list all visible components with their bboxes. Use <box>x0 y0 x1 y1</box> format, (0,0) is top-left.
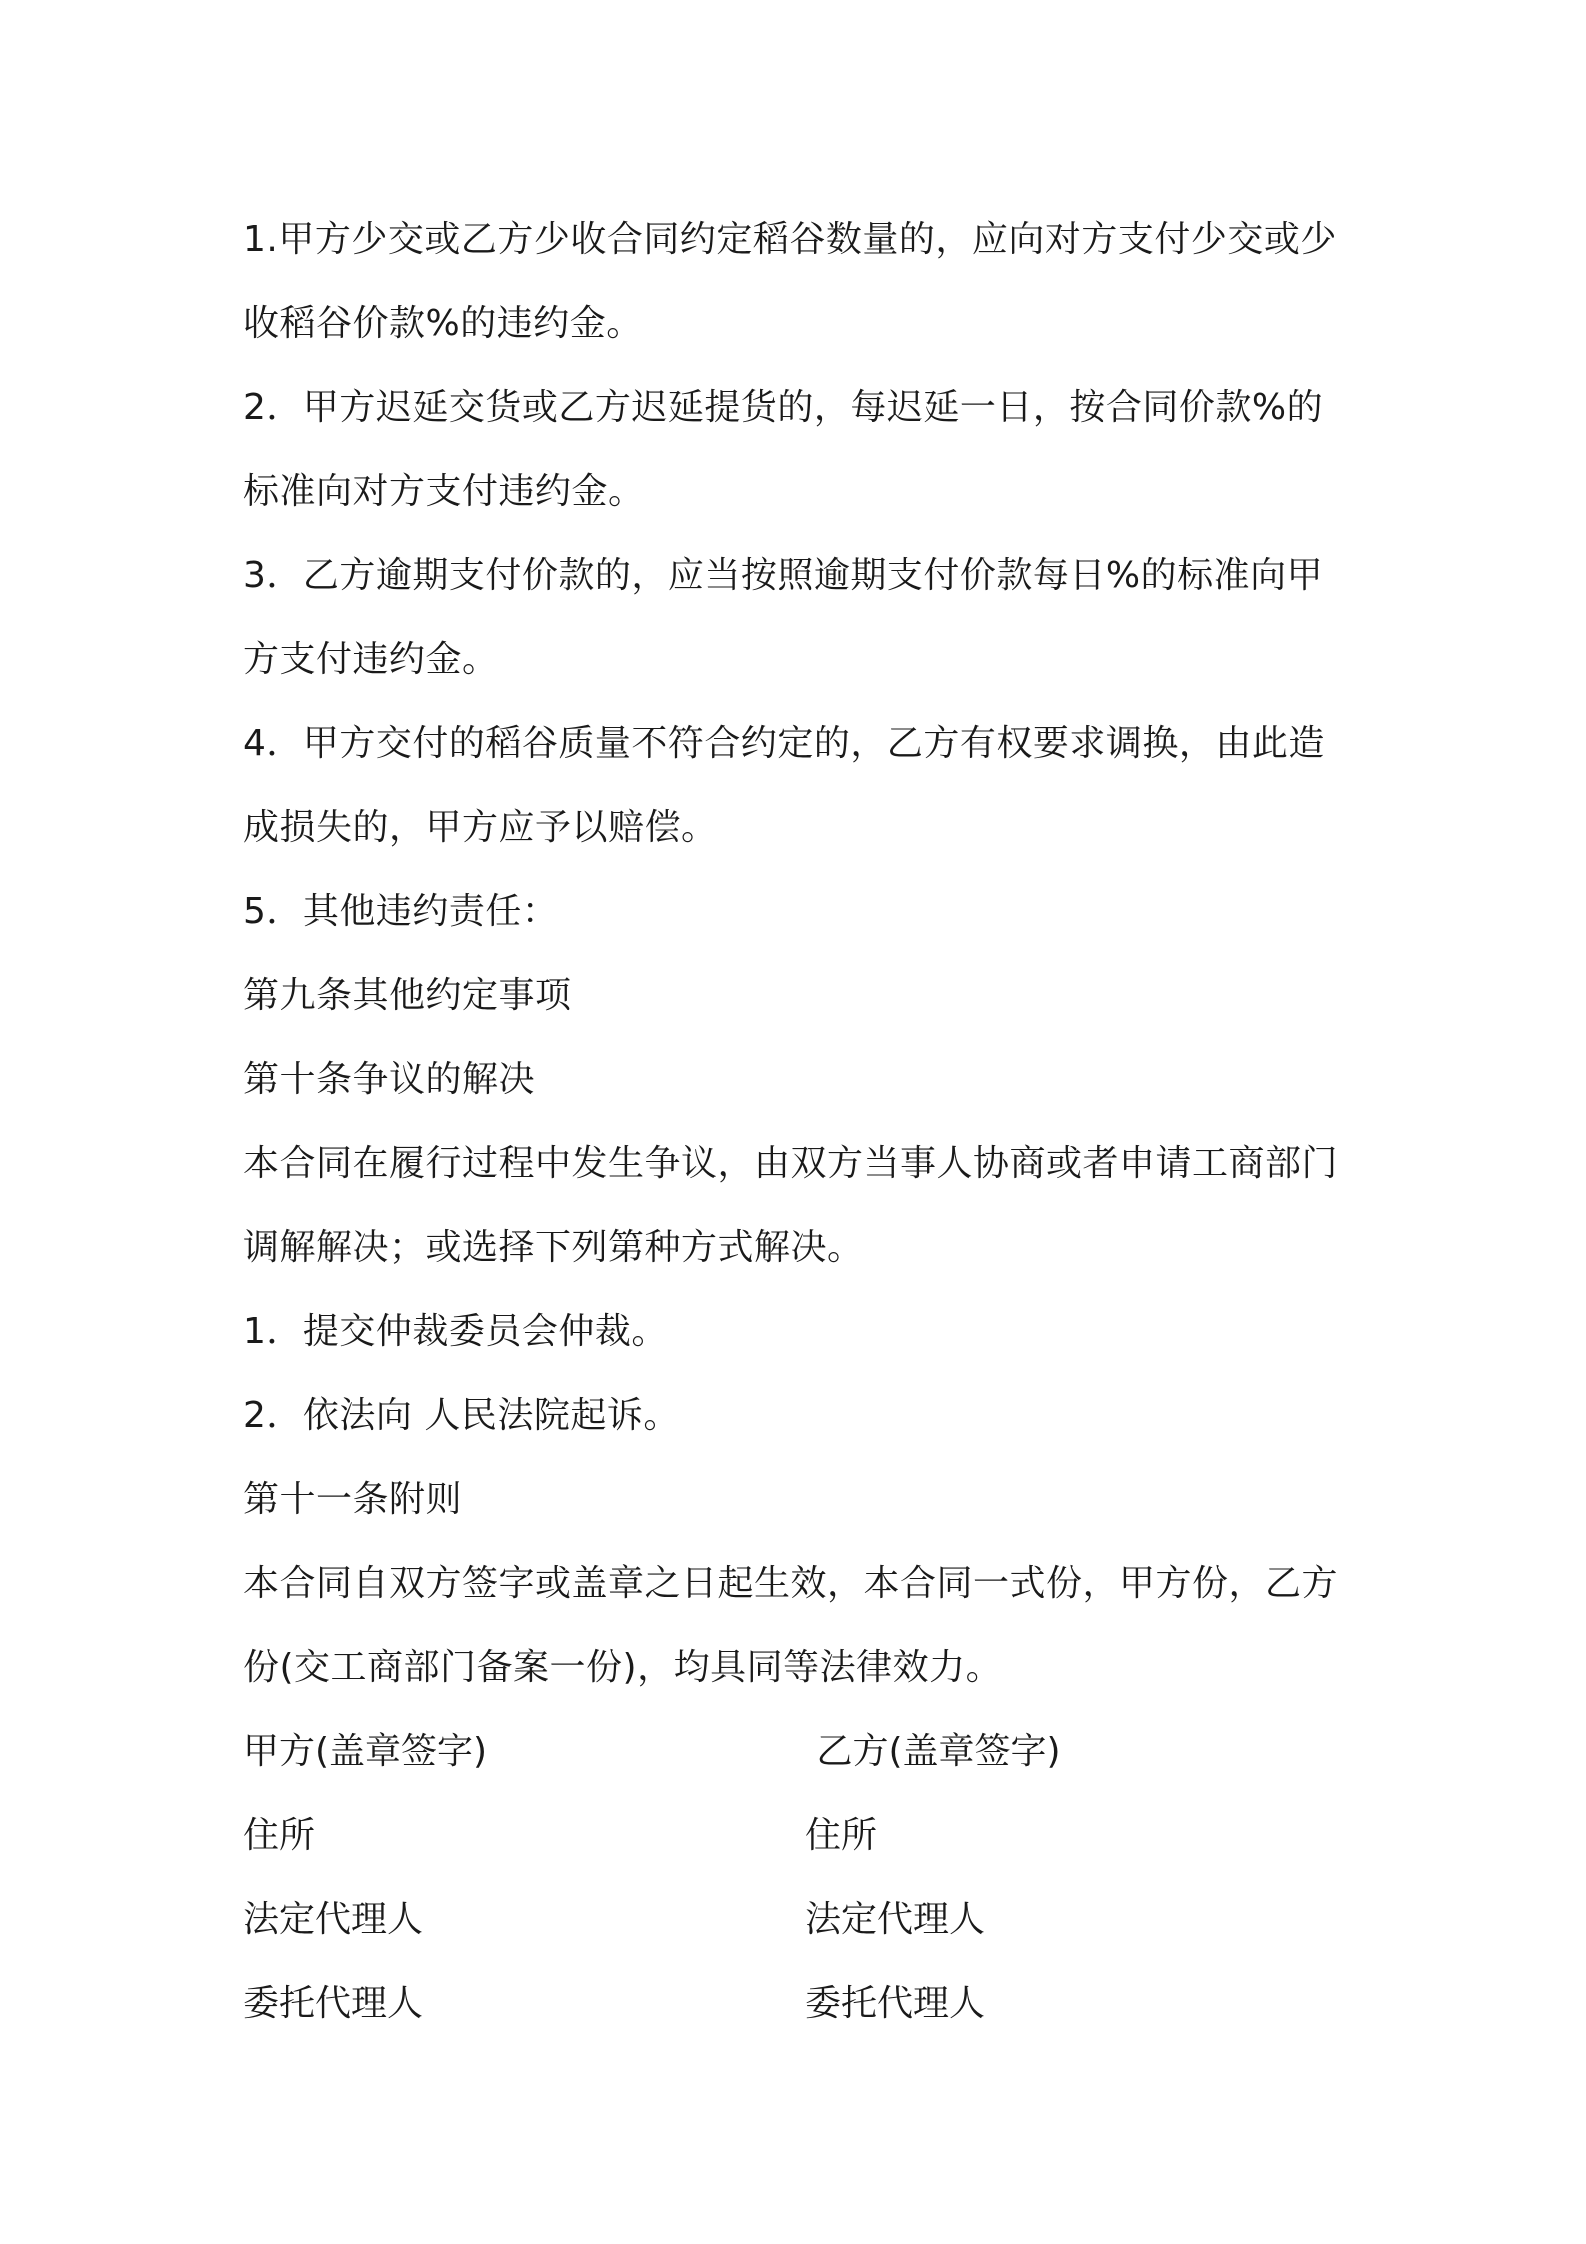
party-a-legal-rep-label: 法定代理人 <box>243 1899 424 1940</box>
party-a-agent-label: 委托代理人 <box>243 1983 424 2024</box>
clause-line: 1．提交仲裁委员会仲裁。 <box>243 1311 668 1352</box>
document-body <box>243 198 1363 2046</box>
party-b-signature-title: 乙方(盖章签字) <box>805 1731 1061 1772</box>
clause-line: 本合同在履行过程中发生争议，由双方当事人协商或者申请工商部门 <box>243 1143 1339 1184</box>
clause-line: 成损失的，甲方应予以赔偿。 <box>243 807 718 848</box>
party-b-legal-rep-label: 法定代理人 <box>805 1899 986 1940</box>
signature-address-row <box>243 1794 1363 1878</box>
clause-line: 方支付违约金。 <box>243 639 499 680</box>
clause-line: 2．甲方迟延交货或乙方迟延提货的，每迟延一日，按合同价款%的 <box>243 387 1324 428</box>
clause-line: 收稻谷价款%的违约金。 <box>243 303 643 344</box>
signature-agent-row <box>243 1962 1363 2046</box>
clause-line: 本合同自双方签字或盖章之日起生效，本合同一式份，甲方份，乙方 <box>243 1563 1339 1604</box>
party-b-agent-label: 委托代理人 <box>805 1983 986 2024</box>
clause-line: 2．依法向 人民法院起诉。 <box>243 1395 680 1436</box>
clause-line: 份(交工商部门备案一份)，均具同等法律效力。 <box>243 1647 1003 1688</box>
section-heading-article-11: 第十一条附则 <box>243 1479 463 1520</box>
clause-line: 标准向对方支付违约金。 <box>243 471 645 512</box>
clause-line: 调解解决；或选择下列第种方式解决。 <box>243 1227 864 1268</box>
section-heading-article-10: 第十条争议的解决 <box>243 1059 536 1100</box>
signature-title-row <box>243 1710 1363 1794</box>
clause-line: 3．乙方逾期支付价款的，应当按照逾期支付价款每日%的标准向甲 <box>243 555 1324 596</box>
party-a-signature-title: 甲方(盖章签字) <box>243 1731 488 1772</box>
clause-line: 5．其他违约责任： <box>243 891 559 932</box>
section-heading-article-9: 第九条其他约定事项 <box>243 975 572 1016</box>
signature-legal-rep-row <box>243 1878 1363 1962</box>
clause-line: 4．甲方交付的稻谷质量不符合约定的，乙方有权要求调换，由此造 <box>243 723 1325 764</box>
party-a-address-label: 住所 <box>243 1815 316 1856</box>
party-b-address-label: 住所 <box>805 1815 878 1856</box>
clause-line: 1.甲方少交或乙方少收合同约定稻谷数量的，应向对方支付少交或少 <box>243 219 1337 260</box>
